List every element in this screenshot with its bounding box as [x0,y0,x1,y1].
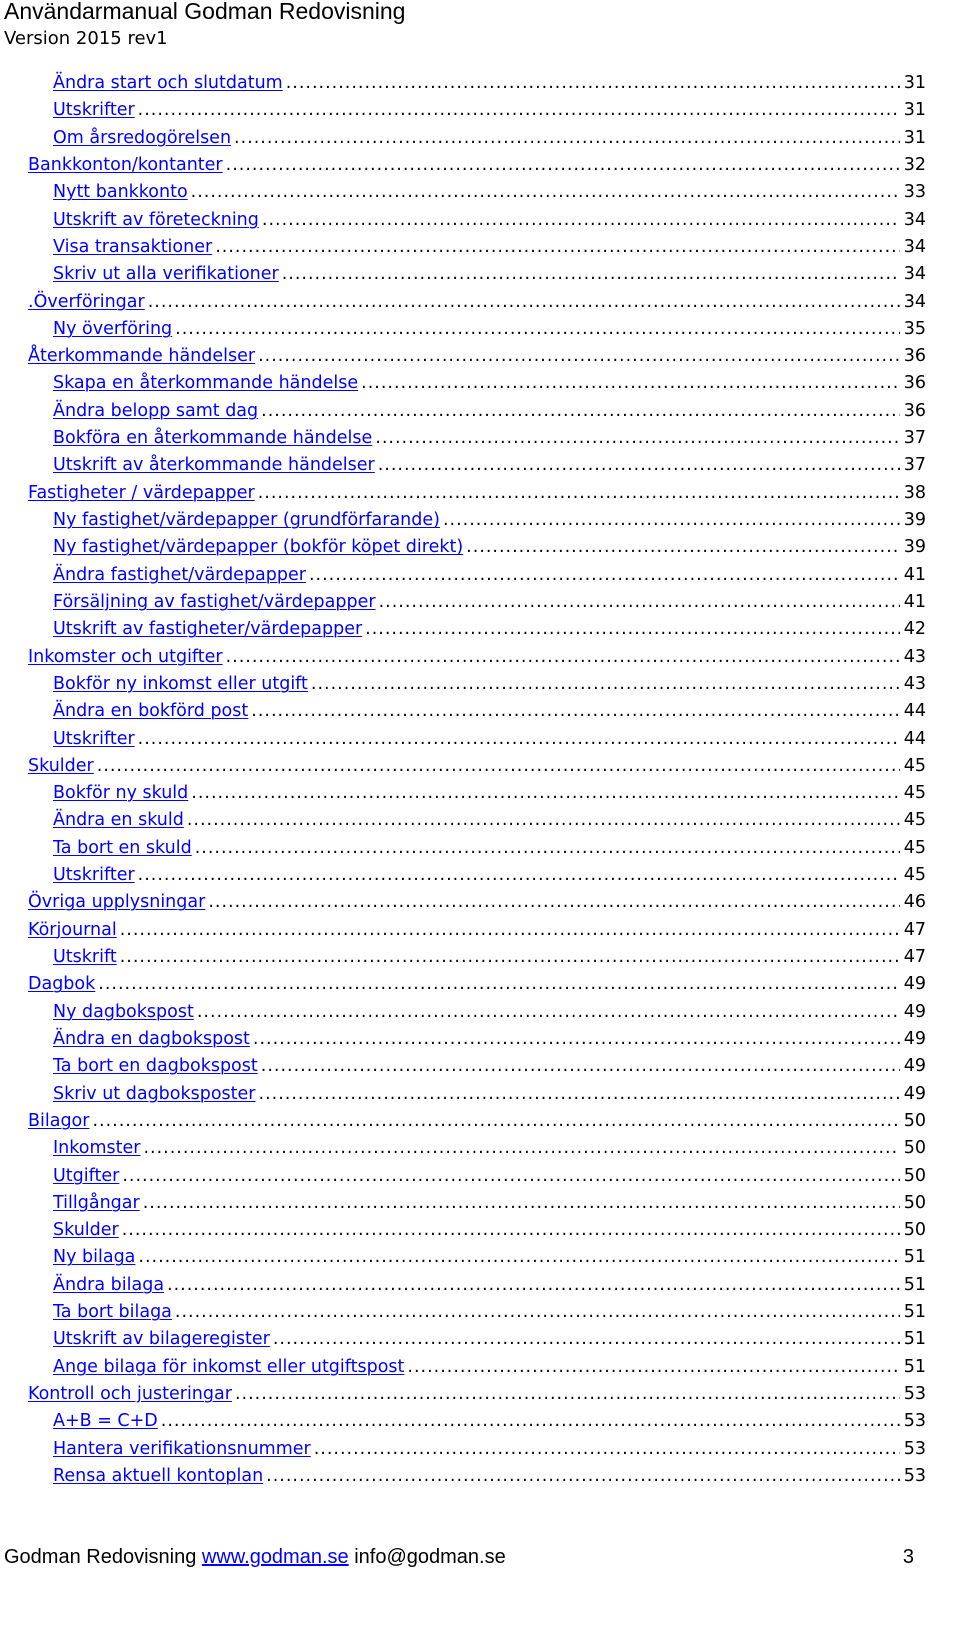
toc-entry [28,671,926,698]
toc-entry-link[interactable]: Bankkonton/kontanter [28,154,223,175]
toc-entry [28,1026,926,1053]
toc-dot-leader [466,534,900,561]
toc-entry-page-number: 49 [903,1056,926,1077]
toc-entry-link[interactable]: Ändra en dagbokspost [53,1028,250,1049]
toc-entry [28,589,926,616]
toc-entry [28,425,926,452]
page-header [4,0,405,51]
toc-dot-leader [266,1463,900,1490]
toc-dot-leader [379,589,900,616]
toc-entry [28,917,926,944]
toc-entry [28,343,926,370]
toc-entry-page-number: 34 [903,236,926,257]
toc-entry-link[interactable]: Hantera verifikationsnummer [53,1438,311,1459]
toc-entry-link[interactable]: Bokför ny inkomst eller utgift [53,673,308,694]
toc-dot-leader [375,425,899,452]
toc-entry-link[interactable]: Återkommande händelser [28,346,256,367]
toc-dot-leader [167,1272,900,1299]
toc-entry-page-number: 53 [903,1411,926,1432]
toc-entry-page-number: 36 [903,346,926,367]
toc-entry [28,152,926,179]
toc-dot-leader [226,152,900,179]
footer-website-link[interactable]: www.godman.se [201,1546,349,1568]
toc-entry [28,452,926,479]
toc-dot-leader [261,1053,900,1080]
toc-entry [28,70,926,97]
toc-entry-page-number: 44 [903,701,926,722]
toc-entry-link[interactable]: Om årsredogörelsen [53,127,232,148]
table-of-contents [28,70,926,1490]
toc-entry-link[interactable]: Dagbok [28,974,96,995]
footer-email: info@godman.se [354,1546,506,1568]
toc-entry [28,179,926,206]
toc-dot-leader [208,889,899,916]
toc-entry-page-number: 53 [903,1384,926,1404]
toc-entry-page-number: 45 [903,837,926,858]
toc-dot-leader [282,261,900,288]
toc-entry [28,1299,926,1326]
toc-dot-leader [122,1163,899,1190]
toc-entry-page-number: 49 [903,1001,926,1022]
toc-entry-link[interactable]: .Överföringar [28,291,145,312]
toc-dot-leader [143,1135,899,1162]
toc-entry-page-number: 41 [903,591,926,612]
toc-dot-leader [175,1299,900,1326]
toc-entry-link[interactable]: Utskrift av företeckning [53,209,259,230]
toc-entry [28,562,926,589]
toc-dot-leader [120,944,900,971]
toc-dot-leader [259,1081,900,1108]
toc-entry-page-number: 39 [903,537,926,558]
footer-company: Godman Redovisning [4,1546,197,1568]
toc-entry-page-number: 50 [903,1110,926,1131]
toc-entry-page-number: 53 [903,1465,926,1486]
toc-dot-leader [92,1108,899,1135]
toc-entry-page-number: 34 [903,209,926,230]
toc-entry [28,862,926,889]
toc-entry-page-number: 46 [903,892,926,913]
toc-entry [28,1272,926,1299]
toc-entry-link[interactable]: Ny dagbokspost [53,1001,194,1022]
toc-dot-leader [195,835,900,862]
page-footer [4,1545,914,1569]
toc-entry-link[interactable]: Skulder [53,1220,119,1241]
toc-entry [28,1354,926,1381]
toc-entry-page-number: 45 [903,755,926,776]
toc-entry [28,289,926,316]
toc-dot-leader [311,671,900,698]
toc-entry-link[interactable]: Ändra fastighet/värdepapper [53,564,306,585]
toc-entry [28,534,926,561]
toc-dot-leader [258,480,900,507]
toc-entry [28,999,926,1026]
toc-dot-leader [148,289,900,316]
toc-entry-page-number: 31 [903,127,926,148]
toc-entry [28,370,926,397]
toc-entry [28,480,926,507]
document-version: Version 2015 rev1 [4,28,168,49]
toc-entry-page-number: 45 [903,865,926,886]
toc-dot-leader [226,644,900,671]
toc-entry-page-number: 31 [903,73,926,93]
toc-entry-page-number: 38 [903,482,926,503]
toc-entry-page-number: 37 [903,455,926,476]
toc-entry-link[interactable]: Utskrift av återkommande händelser [53,455,375,476]
toc-entry [28,97,926,124]
toc-entry-link[interactable]: Utskrift [53,947,117,967]
toc-entry-page-number: 51 [903,1356,926,1377]
toc-entry [28,616,926,643]
toc-entry [28,234,926,261]
toc-entry-link[interactable]: Inkomster [53,1138,141,1159]
toc-entry-link[interactable]: Bilagor [28,1110,90,1131]
toc-entry [28,889,926,916]
toc-entry [28,698,926,725]
toc-entry-page-number: 37 [903,428,926,449]
toc-entry-link[interactable]: Fastigheter / värdepapper [28,482,255,503]
toc-entry-page-number: 49 [903,974,926,995]
toc-entry-page-number: 50 [903,1165,926,1186]
toc-dot-leader [273,1326,900,1353]
toc-entry-page-number: 44 [903,728,926,749]
toc-entry-page-number: 51 [903,1329,926,1350]
toc-entry-link[interactable]: Försäljning av fastighet/värdepapper [53,591,376,612]
toc-entry-page-number: 45 [903,783,926,804]
toc-entry [28,398,926,425]
toc-entry [28,507,926,534]
toc-dot-leader [407,1354,899,1381]
toc-entry-link[interactable]: Utskrift av bilageregister [53,1329,270,1350]
toc-entry-page-number: 43 [903,646,926,667]
toc-dot-leader [361,370,900,397]
toc-entry-link[interactable]: A+B = C+D [53,1411,158,1432]
toc-entry-link[interactable]: Skriv ut alla verifikationer [53,264,279,285]
toc-entry-link[interactable]: Utskrifter [53,865,135,886]
toc-entry-page-number: 45 [903,810,926,831]
toc-entry-link[interactable]: Skriv ut dagboksposter [53,1083,256,1104]
toc-entry-page-number: 34 [903,264,926,285]
toc-dot-leader [365,616,900,643]
toc-dot-leader [235,1381,900,1408]
toc-entry [28,1163,926,1190]
toc-entry-page-number: 36 [903,400,926,421]
toc-entry-link[interactable]: Körjournal [28,919,117,940]
toc-entry-link[interactable]: Rensa aktuell kontoplan [53,1465,264,1486]
toc-entry-link[interactable]: Ny fastighet/värdepapper (bokför köpet direkt) [53,537,464,558]
toc-dot-leader [98,971,899,998]
toc-dot-leader [215,234,900,261]
toc-entry [28,835,926,862]
toc-entry-page-number: 34 [903,291,926,312]
toc-entry [28,1053,926,1080]
toc-entry-link[interactable]: Ändra belopp samt dag [53,400,259,421]
toc-entry [28,1108,926,1135]
toc-dot-leader [262,207,900,234]
toc-entry [28,316,926,343]
toc-dot-leader [138,862,900,889]
toc-dot-leader [191,179,900,206]
toc-entry [28,1436,926,1463]
toc-dot-leader [138,726,900,753]
toc-entry-page-number: 50 [903,1138,926,1159]
toc-entry [28,753,926,780]
toc-entry-page-number: 32 [903,154,926,175]
toc-dot-leader [97,753,900,780]
toc-entry [28,1381,926,1408]
toc-entry-link[interactable]: Kontroll och justeringar [28,1384,232,1404]
toc-entry [28,125,926,152]
toc-entry [28,971,926,998]
toc-entry-page-number: 50 [903,1220,926,1241]
toc-dot-leader [120,917,900,944]
toc-dot-leader [197,999,900,1026]
toc-dot-leader [253,1026,900,1053]
toc-entry [28,207,926,234]
toc-entry-link[interactable]: Skulder [28,755,94,776]
toc-entry-page-number: 47 [903,947,926,967]
toc-entry-link[interactable]: Utgifter [53,1165,120,1186]
toc-entry-page-number: 42 [903,619,926,640]
toc-entry-link[interactable]: Nytt bankkonto [53,182,188,203]
toc-dot-leader [187,807,900,834]
toc-dot-leader [443,507,900,534]
toc-entry-link[interactable]: Ta bort en skuld [53,837,192,858]
toc-dot-leader [138,97,900,124]
toc-entry-page-number: 33 [903,182,926,203]
toc-entry-link[interactable]: Tillgångar [53,1192,140,1213]
toc-entry-page-number: 43 [903,673,926,694]
toc-dot-leader [314,1436,900,1463]
toc-dot-leader [261,398,900,425]
toc-entry-page-number: 41 [903,564,926,585]
toc-entry-link[interactable]: Ändra start och slutdatum [53,73,283,93]
toc-dot-leader [143,1190,900,1217]
toc-entry-link[interactable]: Visa transaktioner [53,236,213,257]
toc-entry-link[interactable]: Ny fastighet/värdepapper (grundförfarande) [53,510,440,530]
toc-dot-leader [138,1244,899,1271]
toc-entry-link[interactable]: Bokför ny skuld [53,783,189,804]
toc-entry [28,1244,926,1271]
toc-dot-leader [161,1408,900,1435]
document-title: Användarmanual Godman Redovisning [4,0,406,24]
toc-dot-leader [286,70,900,97]
toc-dot-leader [234,125,900,152]
toc-entry [28,1217,926,1244]
toc-entry [28,1408,926,1435]
toc-entry-page-number: 49 [903,1028,926,1049]
toc-entry [28,644,926,671]
toc-entry-page-number: 51 [903,1302,926,1323]
toc-entry-link[interactable]: Ny bilaga [53,1247,136,1268]
toc-entry-link[interactable]: Ändra bilaga [53,1274,165,1295]
toc-entry-link[interactable]: Ändra en bokförd post [53,701,249,722]
toc-entry-page-number: 53 [903,1438,926,1459]
toc-dot-leader [258,343,900,370]
toc-entry [28,780,926,807]
toc-entry-link[interactable]: Ta bort en dagbokspost [53,1056,258,1077]
toc-dot-leader [191,780,899,807]
toc-entry [28,807,926,834]
toc-entry [28,1081,926,1108]
toc-dot-leader [122,1217,900,1244]
toc-entry-link[interactable]: Skapa en återkommande händelse [53,373,359,394]
toc-entry-link[interactable]: Ange bilaga för inkomst eller utgiftspost [53,1356,405,1377]
toc-entry [28,944,926,971]
toc-entry-link[interactable]: Ändra en skuld [53,810,184,831]
toc-entry [28,1135,926,1162]
toc-entry-page-number: 36 [903,373,926,394]
toc-entry-link[interactable]: Övriga upplysningar [28,892,206,913]
toc-entry [28,726,926,753]
toc-entry-link[interactable]: Ny överföring [53,318,173,339]
toc-entry [28,1190,926,1217]
toc-entry [28,1463,926,1490]
toc-entry-page-number: 35 [903,318,926,339]
toc-entry-page-number: 49 [903,1083,926,1104]
toc-entry-link[interactable]: Bokföra en återkommande händelse [53,428,373,449]
toc-entry-page-number: 50 [903,1192,926,1213]
toc-dot-leader [378,452,900,479]
toc-dot-leader [309,562,900,589]
toc-entry-page-number: 51 [903,1274,926,1295]
toc-entry-page-number: 47 [903,919,926,940]
toc-entry-link[interactable]: Inkomster och utgifter [28,646,223,667]
toc-dot-leader [175,316,900,343]
toc-entry [28,1326,926,1353]
toc-dot-leader [251,698,899,725]
footer-page-number: 3 [902,1546,914,1568]
toc-entry-link[interactable]: Utskrift av fastigheter/värdepapper [53,619,363,640]
toc-entry-link[interactable]: Ta bort bilaga [53,1302,172,1323]
toc-entry [28,261,926,288]
toc-entry-link[interactable]: Utskrifter [53,728,135,749]
toc-entry-link[interactable]: Utskrifter [53,100,135,121]
toc-entry-page-number: 39 [903,510,926,530]
toc-entry-page-number: 31 [903,100,926,121]
toc-entry-page-number: 51 [903,1247,926,1268]
